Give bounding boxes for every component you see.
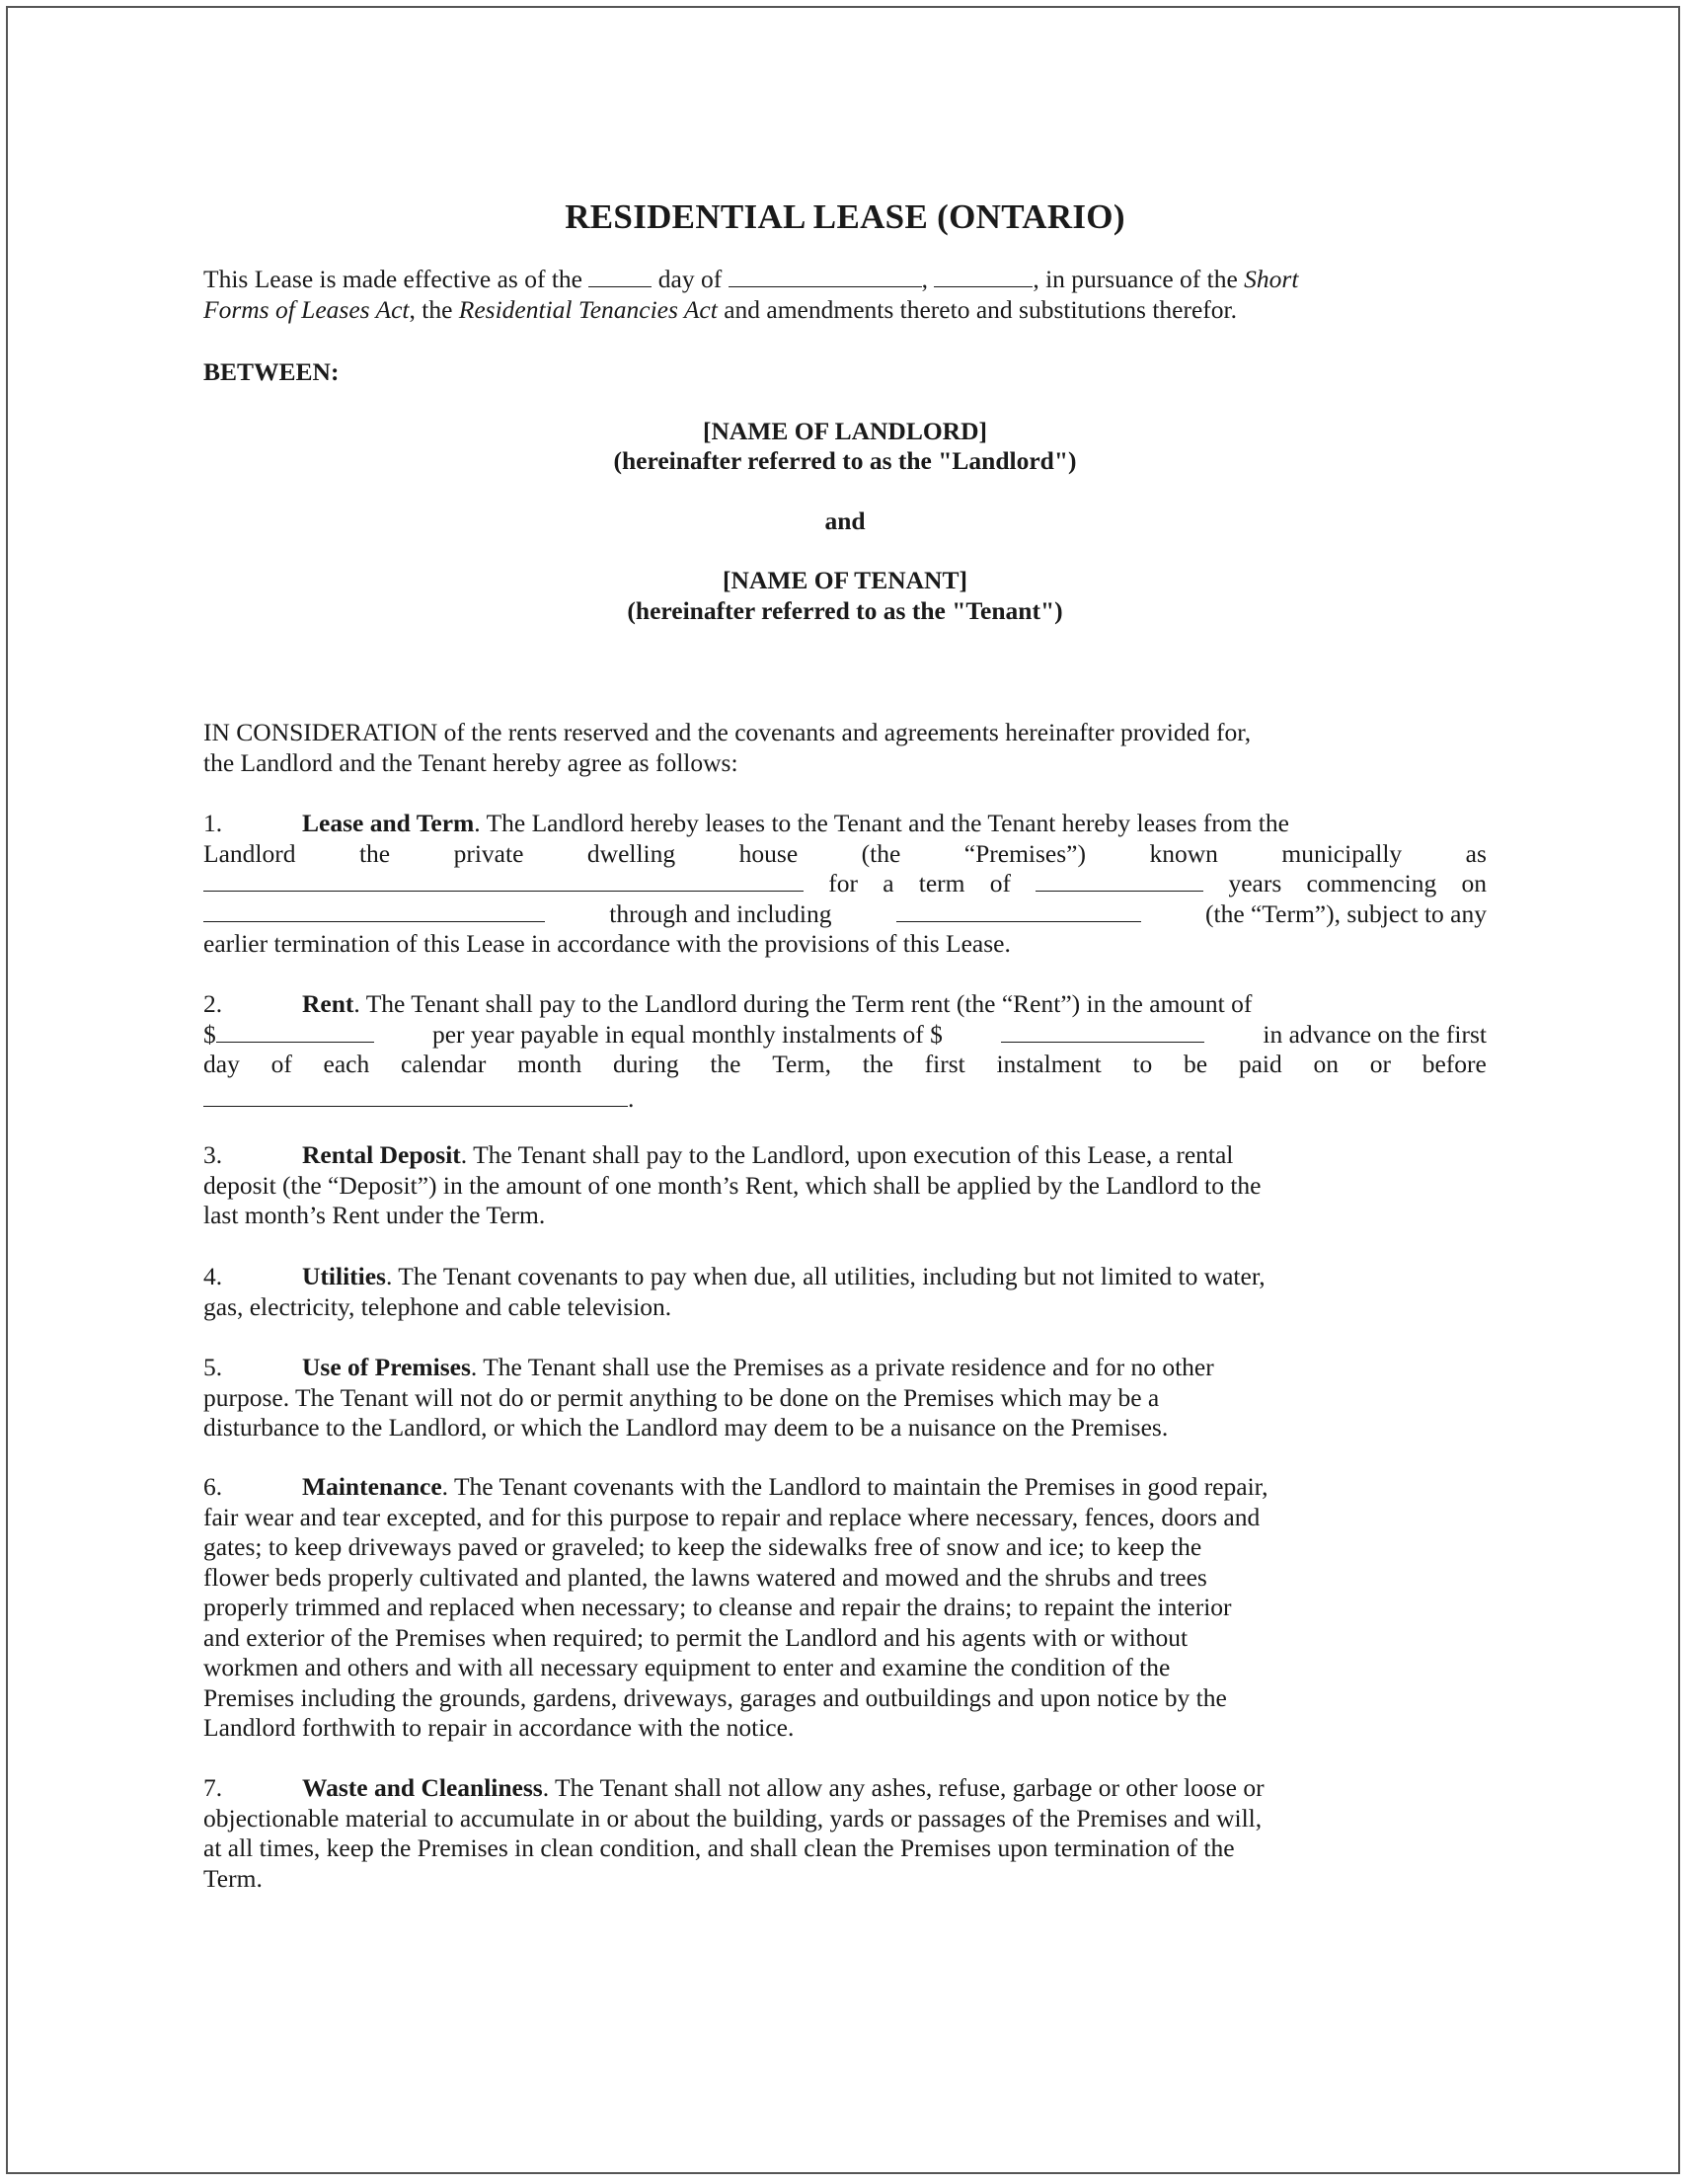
address-blank <box>203 869 804 892</box>
consideration-paragraph: IN CONSIDERATION of the rents reserved and the covenants and agreements hereinafter provided for, the Landlord and the Tenant hereby agree as follows: <box>203 718 1252 777</box>
section-rent: 2. Rent. The Tenant shall pay to the Landlord during the Term rent (the “Rent”) in the amount of $ per year payable in equal monthly instalments of $ in advance on the first day of each calendar month during the Term, the first instalment to be paid on or before . <box>203 989 1487 1113</box>
annual-rent-blank <box>216 1020 374 1043</box>
landlord-reference: (hereinafter referred to as the "Landlord") <box>613 446 1077 475</box>
month-blank <box>729 265 922 287</box>
intro-text: This Lease is made effective as of the day of , , in pursuance of the Short <box>203 265 1299 293</box>
between-label: BETWEEN: <box>203 357 340 386</box>
intro-paragraph: This Lease is made effective as of the day of , , in pursuance of the Short Forms of Leases Act, the Residential Tenancies Act and amendments thereto and substitutions therefor. <box>203 265 1299 324</box>
section-utilities: 4. Utilities. The Tenant covenants to pay when due, all utilities, including but not limited to water, gas, electricity, telephone and cable television. <box>203 1262 1266 1321</box>
tenant-reference: (hereinafter referred to as the "Tenant") <box>627 596 1063 625</box>
section-maintenance: 6. Maintenance. The Tenant covenants with the Landlord to maintain the Premises in good repair, fair wear and tear excepted, and for this purpose to repair and replace where necessary, fences, doors and gates; to keep driveways paved or graveled; to keep the sidewalks free of snow and ice; to keep the flower beds properly cultivated and planted, the lawns watered and mowed and the shrubs and trees properly trimmed and replaced when necessary; to cleanse and repair the drains; to repaint the interior and exterior of the Premises when required; to permit the Landlord and his agents with or without workmen and others and with all necessary equipment to enter and examine the condition of the Premises including the grounds, gardens, driveways, garages and outbuildings and upon notice by the Landlord forthwith to repair in accordance with the notice. <box>203 1472 1268 1742</box>
day-blank <box>588 265 652 287</box>
first-payment-date-blank <box>203 1084 628 1107</box>
tenant-name: [NAME OF TENANT] <box>723 566 967 594</box>
section-lease-and-term: 1. Lease and Term. The Landlord hereby leases to the Tenant and the Tenant hereby leases from the Landlord the private dwelling house (the “Premises”) known municipally as for a term of years commencing on through and including (the “Term”), subject to any earlier termination of this Lease in accordance with the provisions of this Lease. <box>203 809 1487 958</box>
document-title: RESIDENTIAL LEASE (ONTARIO) <box>565 197 1125 236</box>
section-use-of-premises: 5. Use of Premises. The Tenant shall use the Premises as a private residence and for no other purpose. The Tenant will not do or permit anything to be done on the Premises which may be a disturbance to the Landlord, or which the Landlord may deem to be a nuisance on the Premises. <box>203 1353 1214 1442</box>
year-blank <box>934 265 1033 287</box>
section-rental-deposit: 3. Rental Deposit. The Tenant shall pay to the Landlord, upon execution of this Lease, a rental deposit (the “Deposit”) in the amount of one month’s Rent, which shall be applied by the Landlord to the last month’s Rent under the Term. <box>203 1140 1262 1229</box>
landlord-name: [NAME OF LANDLORD] <box>702 417 988 445</box>
monthly-rent-blank <box>1001 1020 1204 1043</box>
and-separator: and <box>824 507 866 535</box>
section-waste-and-cleanliness: 7. Waste and Cleanliness. The Tenant shall not allow any ashes, refuse, garbage or other loose or objectionable material to accumulate in or about the building, yards or passages of the Premises and will, at all times, keep the Premises in clean condition, and shall clean the Premises upon termination of the Term. <box>203 1773 1265 1893</box>
end-date-blank <box>896 899 1141 922</box>
start-date-blank <box>203 899 545 922</box>
term-years-blank <box>1036 869 1203 892</box>
